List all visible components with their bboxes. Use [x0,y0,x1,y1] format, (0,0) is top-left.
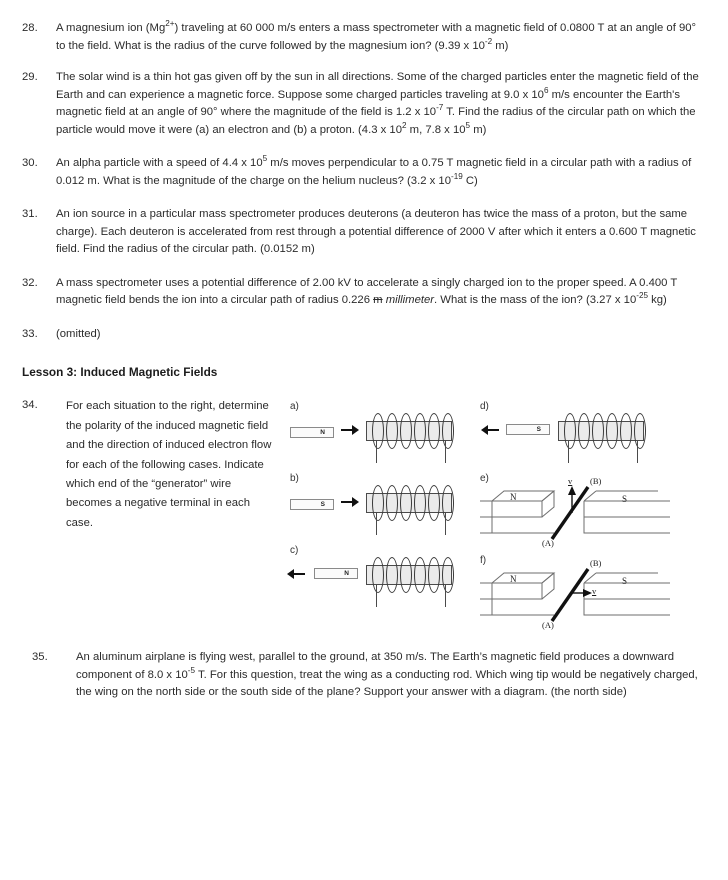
solenoid-coil [366,409,466,465]
pole-label-left-n: N [510,574,517,585]
question-32-number: 32. [22,276,38,289]
diagram-f-scene [480,558,676,631]
diagram-f-label: f) [480,555,487,567]
coil-loop [400,413,412,449]
velocity-label: v [592,586,597,597]
q29-superscript-field: -7 [436,103,444,113]
question-30-body [56,155,706,190]
q28-text-part1: A magnesium ion (Mg [56,22,166,34]
q30-text-part1: An alpha particle with a speed of 4.4 x 10 [56,157,263,169]
coil-loop [372,485,384,521]
coil-lead-wire [376,513,377,535]
question-35-body [76,649,706,702]
coil-loop [414,413,426,449]
coil-loop [386,557,398,593]
q28-text-part3: m) [492,39,509,52]
q28-superscript-charge: 2+ [165,19,175,29]
coil-loop [620,413,632,449]
q32-italic-unit: millimeter [385,294,435,306]
q30-text-part3: C) [462,174,478,187]
solenoid-coil [366,553,466,609]
question-32-body [56,275,706,310]
diagram-d-label: d) [480,401,489,413]
pole-label-right-s: S [622,576,628,587]
coil-lead-wire [445,513,446,535]
rod-point-a-label: (A) [542,620,554,631]
coil-lead-wire [445,441,446,463]
question-31-number: 31. [22,208,38,220]
coil-loop [386,485,398,521]
q29-text-part4: m, 7.8 x 10 [406,123,466,136]
pole-label-left-n: N [510,492,517,503]
coil-loop [606,413,618,449]
coil-lead-wire [376,441,377,463]
question-28-body [56,20,706,55]
coil-loop [372,413,384,449]
solenoid-coil [366,481,466,537]
diagram-f [480,549,676,631]
question-29-body [56,69,706,139]
rails-magnet-illustration [480,479,670,549]
q32-text-part1: A mass spectrometer uses a potential difference of 2.00 kV to accelerate a singly charged ion to the proper speed. A 0.400 T magnetic field bends the ion into a circular path of radius 0.226 [56,276,678,306]
question-35 [22,649,706,702]
coil-loop [428,485,440,521]
diagram-d [480,399,676,471]
question-29 [22,69,706,139]
question-33-body: (omitted) [56,327,101,340]
coil-loop [400,557,412,593]
coil-lead-wire [445,585,446,607]
diagram-a-scene [284,409,480,471]
bar-magnet-pole-n: N [290,427,334,438]
arrow-left-icon [286,567,306,581]
question-28-number: 28. [22,22,38,34]
question-34-number: 34. [22,399,38,412]
rod-point-b-label: (B) [590,476,602,487]
diagram-d-scene [480,409,676,471]
q30-text-part2: m/s moves perpendicular to a 0.75 T magnetic field in a circular path with a radius of 0.012 m. What is the magnitude of the charge on the helium nucleus? (3.2 x 10 [56,157,692,187]
diagram-c-scene [284,553,480,615]
q32-struck-unit: m [373,294,383,306]
diagram-a [284,399,480,471]
coil-lead-wire [376,585,377,607]
coil-loop [372,557,384,593]
coil-loop [428,557,440,593]
coil-loop [386,413,398,449]
diagram-column-right [480,399,676,631]
question-34 [22,397,706,631]
question-33-number: 33. [22,327,38,340]
pole-label-right-s: S [622,494,628,505]
question-29-number: 29. [22,71,38,83]
coil-loop [592,413,604,449]
diagram-b [284,471,480,543]
q35-text-part2: T. For this question, treat the wing as a conducting rod. Which wing tip would be negatively charged, the wing on the north side or the south side of the plane? Support your answer with a diagram. (the north side) [76,668,698,699]
question-35-number: 35. [32,651,48,664]
question-33 [22,326,706,344]
coil-loop [442,485,454,521]
q29-text-part2: m/s encounter the Earth's magnetic field at an angle of 90° where the magnitude of the field is 1.2 x 10 [56,88,680,118]
coil-loop [442,413,454,449]
q30-superscript-speed: 5 [262,154,268,164]
coil-loop [428,413,440,449]
rails-magnet-illustration [480,561,670,631]
question-34-diagram-grid [284,397,706,631]
diagram-e-label: e) [480,473,489,485]
q32-text-part3: kg) [647,294,667,306]
coil-lead-wire [637,441,638,463]
arrow-right-icon [340,423,360,437]
diagram-c [284,543,480,615]
diagram-b-scene [284,481,480,543]
bar-magnet-pole-s: S [290,499,334,510]
question-31 [22,206,706,259]
diagram-a-label: a) [290,401,299,413]
coil-loop [414,557,426,593]
rod-point-a-label: (A) [542,538,554,549]
velocity-label: v [568,476,573,487]
diagram-c-label: c) [290,545,299,557]
q29-superscript-answer-a: 2 [401,120,407,130]
coil-loop [400,485,412,521]
bar-magnet-pole-n: N [314,568,358,579]
q29-text-part3: T. Find the radius of the circular path on which the particle would move it were (a) an electron and (b) a proton. (4.3 x 10 [56,106,696,136]
q35-superscript-field: -5 [187,666,196,676]
coil-loop [564,413,576,449]
q28-superscript-answer: -2 [484,36,493,46]
q32-text-part2: . What is the mass of the ion? (3.27 x 10 [434,294,637,306]
question-30-number: 30. [22,157,38,169]
bar-magnet-pole-s: S [506,424,550,435]
lesson-3-heading: Lesson 3: Induced Magnetic Fields [22,365,218,379]
q29-text-part1: The solar wind is a thin hot gas given off by the sun in all directions. Some of the charged particles enter the magnetic field of the Earth and can experience a magnetic force. Suppose some charged particles traveling at 9.0 x 10 [56,71,699,101]
question-32 [22,275,706,310]
coil-lead-wire [568,441,569,463]
question-31-body: An ion source in a particular mass spectrometer produces deuterons (a deuteron has twice the mass of a proton, but the same charge). Each deuteron is accelerated from rest through a potential difference of 2000 V after which it enters a 0.600 T magnetic field. Find the radius of the circular path. (0.0152 m) [56,208,696,255]
coil-loop [578,413,590,449]
coil-loop [634,413,646,449]
coil-loop [442,557,454,593]
diagram-e [480,471,676,549]
diagram-column-left [284,399,480,627]
q29-superscript-answer-b: 5 [465,120,471,130]
rod-point-b-label: (B) [590,558,602,569]
question-34-body: For each situation to the right, determine the polarity of the induced magnetic field and the direction of induced electron flow for each of the following cases. Indicate which end of the “generator” wire becomes a negative terminal in each case. [66,400,272,529]
question-30 [22,155,706,190]
question-28 [22,20,706,55]
diagram-e-scene [480,476,676,549]
arrow-right-icon [340,495,360,509]
coil-loop [414,485,426,521]
question-34-text-column [22,397,284,533]
q30-superscript-answer: -19 [451,171,463,181]
q29-superscript-speed: 6 [543,85,549,95]
q35-text-part1: An aluminum airplane is flying west, parallel to the ground, at 350 m/s. The Earth’s magnetic field produces a downward component of 8.0 x 10 [76,651,675,681]
q29-text-part5: m) [470,123,487,136]
solenoid-coil [558,409,658,465]
arrow-left-icon [480,423,500,437]
q28-text-part2: ) traveling at 60 000 m/s enters a mass spectrometer with a magnetic field of 0.0800 T at an angle of 90° to the field. What is the radius of the curve followed by the magnesium ion? (9.39 x 10 [56,22,697,52]
diagram-b-label: b) [290,473,299,485]
q32-superscript-answer: -25 [636,291,648,301]
